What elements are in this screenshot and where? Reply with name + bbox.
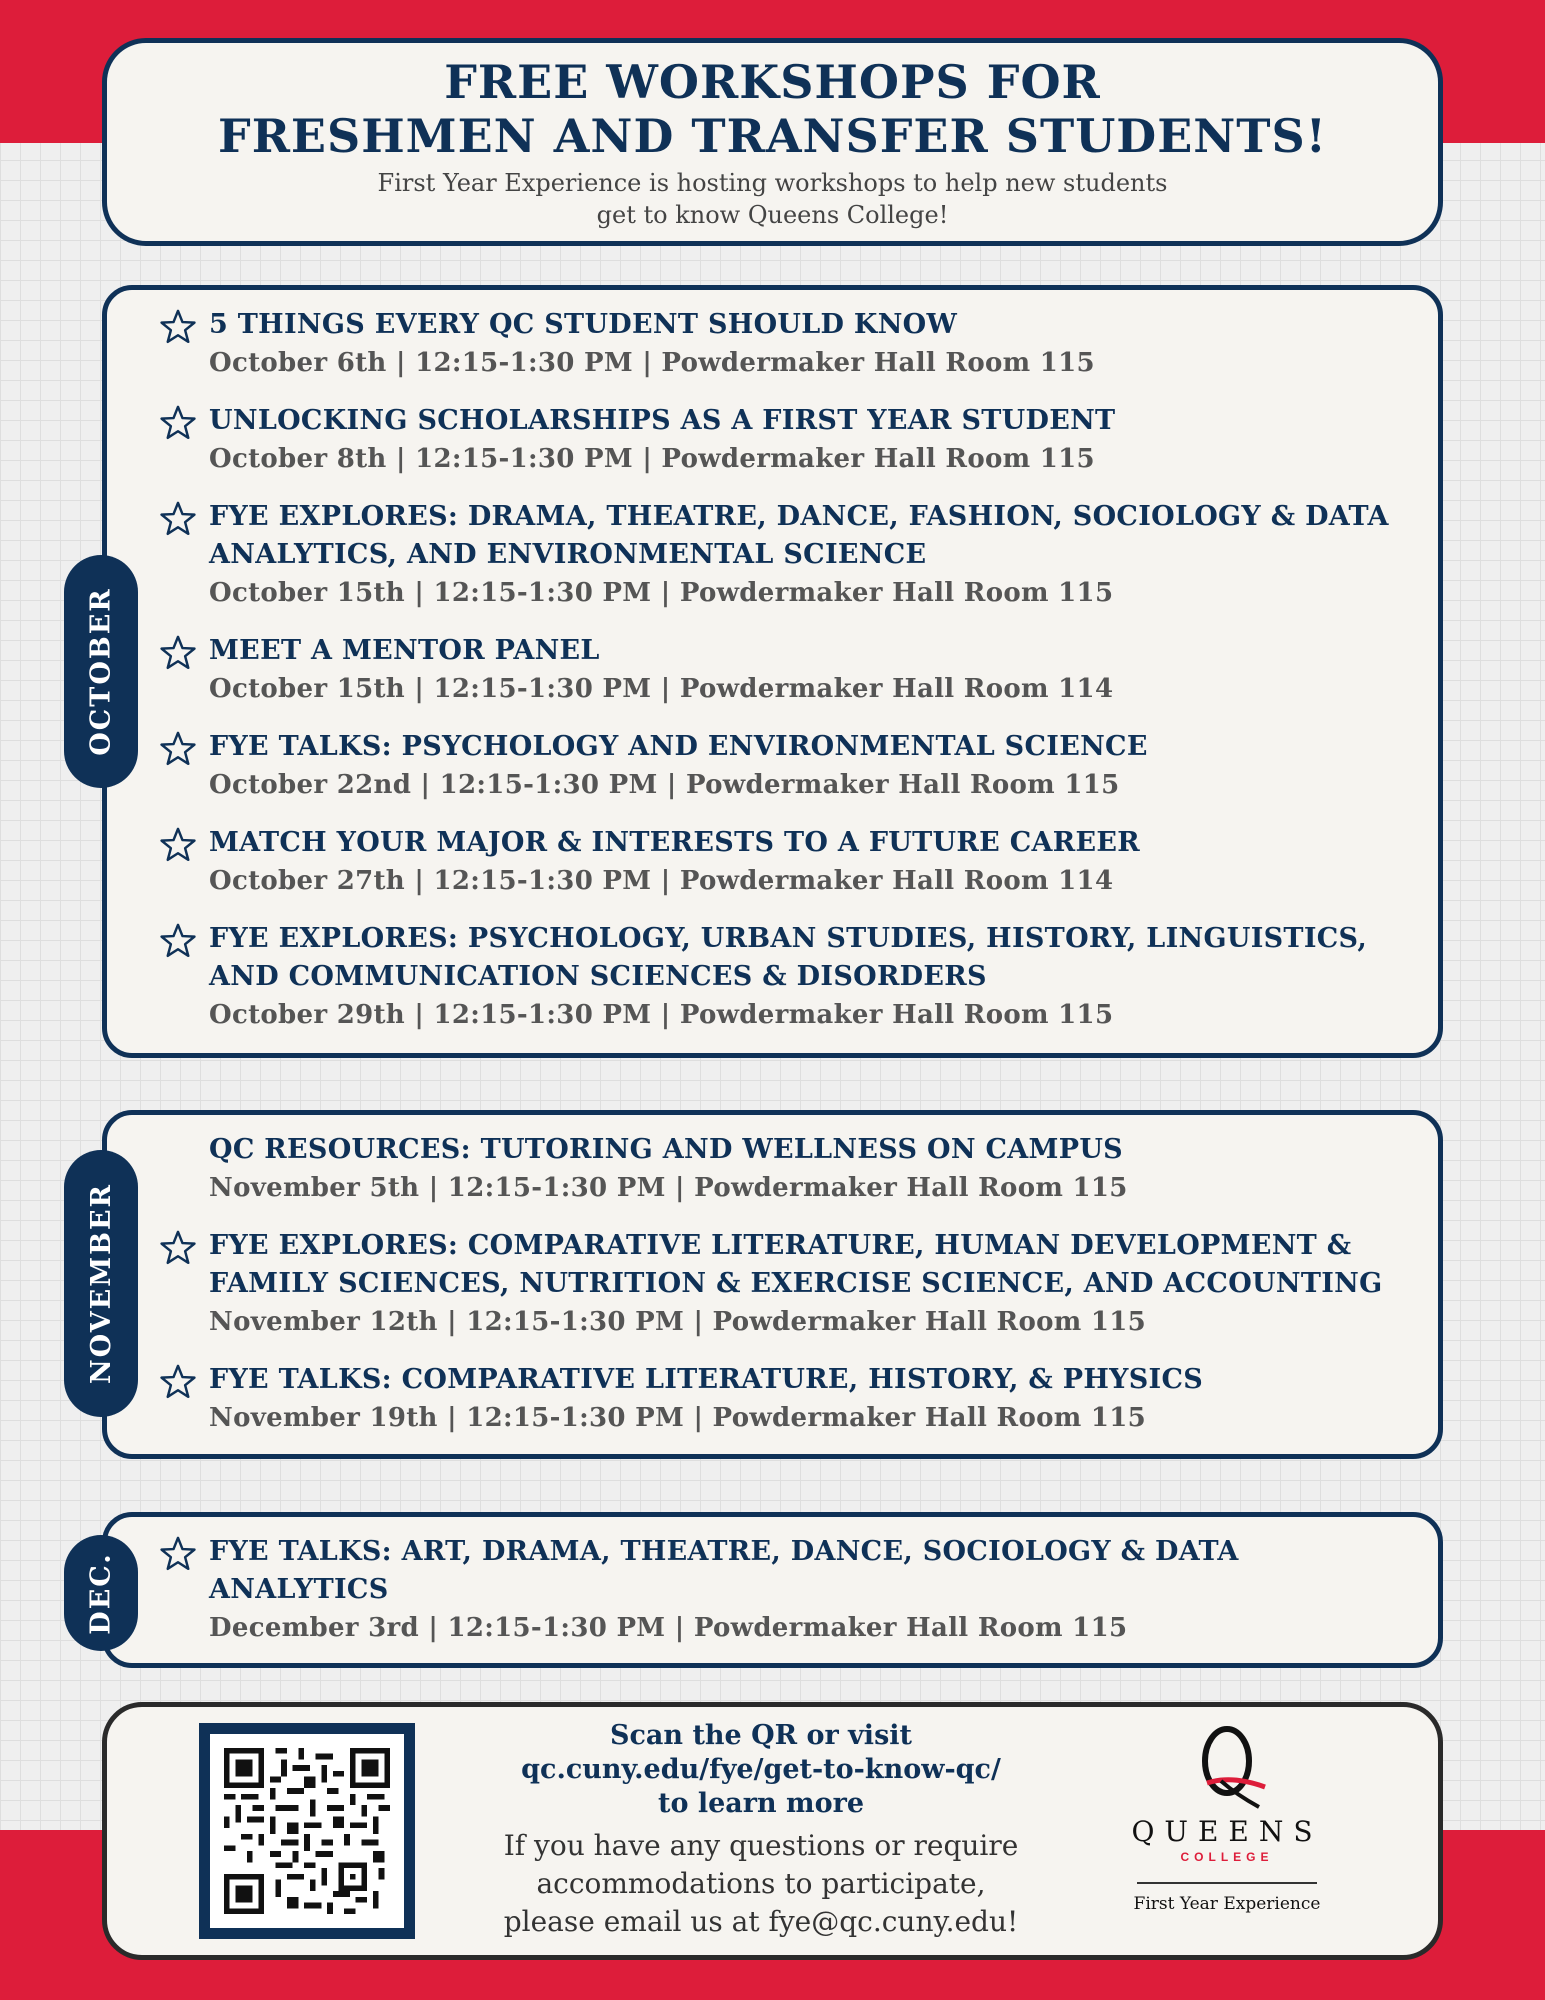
footer-contact xyxy=(487,1827,1035,1941)
month-tab-october xyxy=(64,555,138,788)
contact-email[interactable]: please email us at fye@qc.cuny.edu! xyxy=(503,1905,1019,1938)
event-title: FYE TALKS: COMPARATIVE LITERATURE, HISTORY, & PHYSICS xyxy=(209,1364,1204,1395)
footer-card xyxy=(102,1702,1443,1960)
month-tab-december xyxy=(64,1535,138,1651)
october-event-list xyxy=(159,306,1408,1054)
month-label-november: NOVEMBER xyxy=(85,1183,117,1384)
star-outline-icon xyxy=(159,308,197,346)
star-outline-icon xyxy=(159,922,197,960)
page-title xyxy=(107,55,1438,163)
event-details: October 8th | 12:15-1:30 PM | Powdermaker Hall Room 115 xyxy=(209,444,1095,474)
december-events-card xyxy=(102,1512,1443,1668)
star-outline-icon xyxy=(159,404,197,442)
event-details: November 12th | 12:15-1:30 PM | Powdermaker Hall Room 115 xyxy=(209,1307,1147,1337)
cta-line-1: Scan the QR or visit xyxy=(609,1720,912,1751)
page-subtitle xyxy=(107,167,1438,231)
website-link[interactable]: qc.cuny.edu/fye/get-to-know-qc/ xyxy=(521,1754,1001,1785)
event-item xyxy=(159,402,1408,478)
event-title: QC RESOURCES: TUTORING AND WELLNESS ON CAMPUS xyxy=(209,1134,1123,1165)
event-item xyxy=(159,498,1408,612)
event-details: November 5th | 12:15-1:30 PM | Powdermaker Hall Room 115 xyxy=(209,1173,1128,1203)
event-details: November 19th | 12:15-1:30 PM | Powdermaker Hall Room 115 xyxy=(209,1403,1147,1433)
event-item xyxy=(159,1227,1408,1341)
event-item xyxy=(159,1361,1408,1437)
logo-name: QUEENS xyxy=(1131,1815,1323,1848)
subtitle-line-2: get to know Queens College! xyxy=(596,201,949,229)
month-label-december: DEC. xyxy=(85,1551,117,1635)
queens-college-q-logo-icon xyxy=(1177,1721,1277,1813)
subtitle-line-1: First Year Experience is hosting workshops to help new students xyxy=(377,169,1168,197)
event-title: FYE TALKS: PSYCHOLOGY AND ENVIRONMENTAL SCIENCE xyxy=(209,731,1148,762)
event-title: FYE EXPLORES: PSYCHOLOGY, URBAN STUDIES, HISTORY, LINGUISTICS, AND COMMUNICATION SCIENCES & DISORDERS xyxy=(209,923,1368,992)
event-title: FYE TALKS: ART, DRAMA, THEATRE, DANCE, SOCIOLOGY & DATA ANALYTICS xyxy=(209,1536,1239,1605)
event-item xyxy=(159,632,1408,708)
logo-divider xyxy=(1137,1882,1317,1884)
november-event-list xyxy=(159,1131,1408,1457)
contact-line-1: If you have any questions or require xyxy=(503,1829,1019,1862)
month-label-october: OCTOBER xyxy=(85,587,117,756)
event-item xyxy=(159,920,1408,1034)
header-card xyxy=(102,38,1443,246)
star-outline-icon xyxy=(159,1229,197,1267)
event-title: MEET A MENTOR PANEL xyxy=(209,635,600,666)
event-details: December 3rd | 12:15-1:30 PM | Powdermaker Hall Room 115 xyxy=(209,1613,1128,1643)
star-outline-icon xyxy=(159,634,197,672)
logo-sub: COLLEGE xyxy=(1180,1850,1274,1864)
event-title: 5 THINGS EVERY QC STUDENT SHOULD KNOW xyxy=(209,309,958,340)
footer-cta xyxy=(487,1719,1035,1821)
event-item xyxy=(159,824,1408,900)
qr-code[interactable] xyxy=(199,1723,415,1939)
title-line-2: FRESHMEN AND TRANSFER STUDENTS! xyxy=(218,109,1327,163)
event-details: October 15th | 12:15-1:30 PM | Powdermaker Hall Room 115 xyxy=(209,578,1114,608)
star-outline-icon xyxy=(159,1363,197,1401)
logo-program: First Year Experience xyxy=(1133,1894,1321,1914)
star-outline-icon xyxy=(159,730,197,768)
footer-info xyxy=(487,1719,1035,1941)
queens-college-logo xyxy=(1107,1721,1347,1914)
event-title: FYE EXPLORES: DRAMA, THEATRE, DANCE, FASHION, SOCIOLOGY & DATA ANALYTICS, AND ENVIRONMENTAL SCIENCE xyxy=(209,501,1389,570)
event-item xyxy=(159,728,1408,804)
october-events-card xyxy=(102,285,1443,1058)
event-details: October 22nd | 12:15-1:30 PM | Powdermaker Hall Room 115 xyxy=(209,770,1120,800)
event-details: October 27th | 12:15-1:30 PM | Powdermaker Hall Room 114 xyxy=(209,866,1114,896)
qr-code-icon xyxy=(224,1748,390,1914)
star-outline-icon xyxy=(159,500,197,538)
month-tab-november xyxy=(64,1150,138,1417)
title-line-1: FREE WORKSHOPS FOR xyxy=(444,55,1101,109)
event-details: October 6th | 12:15-1:30 PM | Powdermaker Hall Room 115 xyxy=(209,348,1095,378)
event-title: MATCH YOUR MAJOR & INTERESTS TO A FUTURE CAREER xyxy=(209,827,1140,858)
event-title: FYE EXPLORES: COMPARATIVE LITERATURE, HUMAN DEVELOPMENT & FAMILY SCIENCES, NUTRITION & EXERCISE SCIENCE, AND ACCOUNTING xyxy=(209,1230,1383,1299)
event-item xyxy=(159,306,1408,382)
event-details: October 15th | 12:15-1:30 PM | Powdermaker Hall Room 114 xyxy=(209,674,1114,704)
cta-line-3: to learn more xyxy=(657,1788,865,1819)
event-details: October 29th | 12:15-1:30 PM | Powdermaker Hall Room 115 xyxy=(209,1000,1114,1030)
star-outline-icon xyxy=(159,1535,197,1573)
event-title: UNLOCKING SCHOLARSHIPS AS A FIRST YEAR STUDENT xyxy=(209,405,1116,436)
november-events-card xyxy=(102,1110,1443,1459)
event-item xyxy=(159,1533,1408,1647)
contact-line-2: accommodations to participate, xyxy=(536,1867,986,1900)
december-event-list xyxy=(159,1533,1408,1667)
star-outline-icon xyxy=(159,826,197,864)
event-item xyxy=(159,1131,1408,1207)
